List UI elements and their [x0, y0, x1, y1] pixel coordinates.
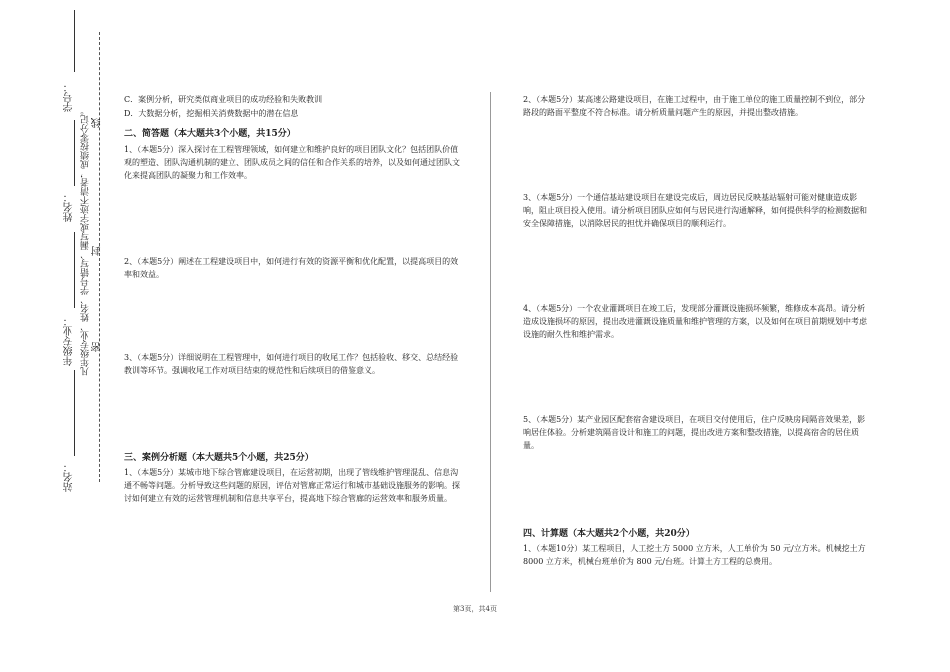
mark-xian: 线	[92, 118, 103, 128]
question-3-1: 1、（本题5分）某城市地下综合管廊建设项目，在运营初期，出现了管线维护管理混乱、信息沟通不畅等问题。分析导致这些问题的原因，评估对管廊正常运行和城市基础设施服务的影响。探讨如何建立有效的运营管理机制和信息共享平台，提高地下综合管廊的运营效率和服务质量。	[124, 468, 460, 503]
binding-line-4	[74, 370, 75, 456]
question-2-3: 3、（本题5分）详细说明在工程管理中，如何进行项目的收尾工作？包括验收、移交、总结经验教训等环节。强调收尾工作对项目结束的规范性和后续项目的借鉴意义。	[124, 353, 459, 375]
page-number: 第3页，共4页	[453, 605, 497, 613]
label-kaohao: 学号：	[64, 82, 75, 112]
mark-mi: 密	[92, 342, 103, 352]
column-divider	[490, 92, 491, 592]
label-xingming: 姓名：	[64, 192, 75, 222]
binding-notice: 凡年级专业、姓名、学号错写、漏写或字迹不清者，成绩按零分记。	[81, 106, 91, 376]
label-nianji: 年级专业：	[64, 316, 75, 366]
label-kaochang: 站名：	[64, 462, 75, 492]
section-2-title: 二、简答题（本大题共3个小题，共15分）	[124, 129, 296, 139]
binding-line-2	[74, 120, 75, 186]
question-3-4: 4、（本题5分）一个农业灌溉项目在竣工后，发现部分灌溉设施损坏频繁，维修成本高昂。请分析造成设施损坏的原因，提出改进灌溉设施质量和维护管理的方案，以及如何在项目前期规划中考虑设施的耐久性和维护需求。	[523, 304, 867, 339]
question-2-2: 2、（本题5分）阐述在工程建设项目中，如何进行有效的资源平衡和优化配置，以提高项目的效率和效益。	[124, 257, 459, 279]
option-d: D．大数据分析，挖掘相关消费数据中的潜在信息	[124, 109, 299, 118]
left-column	[124, 90, 464, 520]
question-3-2: 2、（本题5分）某高速公路建设项目，在施工过程中，由于施工单位的施工质量控制不到位，部分路段的路面平整度不符合标准。请分析质量问题产生的原因，并提出整改措施。	[523, 95, 866, 117]
binding-line-3	[74, 232, 75, 308]
binding-margin	[0, 0, 110, 672]
option-c: C．案例分析，研究类似商业项目的成功经验和失败教训	[124, 95, 323, 104]
question-3-3: 3、（本题5分）一个通信基站建设项目在建设完成后，周边居民反映基站辐射可能对健康造成影响，阻止项目投入使用。请分析项目团队应如何与居民进行沟通解释，如何提供科学的检测数据和安全保障措施，以消除居民的担忧并确保项目的顺利运行。	[523, 193, 867, 228]
question-3-5: 5、（本题5分）某产业园区配套宿舍建设项目，在项目交付使用后，住户反映房间隔音效果差，影响居住体验。分析建筑隔音设计和施工的问题，提出改进方案和整改措施，以提高宿舍的居住质量。	[523, 415, 866, 450]
mark-feng: 封	[92, 246, 103, 256]
question-2-1: 1、（本题5分）深入探讨在工程管理领域，如何建立和维护良好的项目团队文化？包括团队价值观的塑造、团队沟通机制的建立、团队成员之间的信任和合作关系的培养，以及如何通过团队文化来提高团队的凝聚力和工作效率。	[124, 145, 460, 180]
question-4-1: 1、（本题10分）某工程项目，人工挖土方 5000 立方米，人工单价为 50 元/立方米。机械挖土方 8000 立方米，机械台班单价为 800 元/台班。计算土方工程的总费用。	[523, 544, 866, 566]
binding-line-1	[74, 10, 75, 72]
right-column	[523, 90, 868, 570]
section-3-title: 三、案例分析题（本大题共5个小题，共25分）	[124, 453, 314, 463]
section-4-title: 四、计算题（本大题共2个小题，共20分）	[523, 529, 695, 539]
seal-dashed-line	[99, 32, 100, 482]
